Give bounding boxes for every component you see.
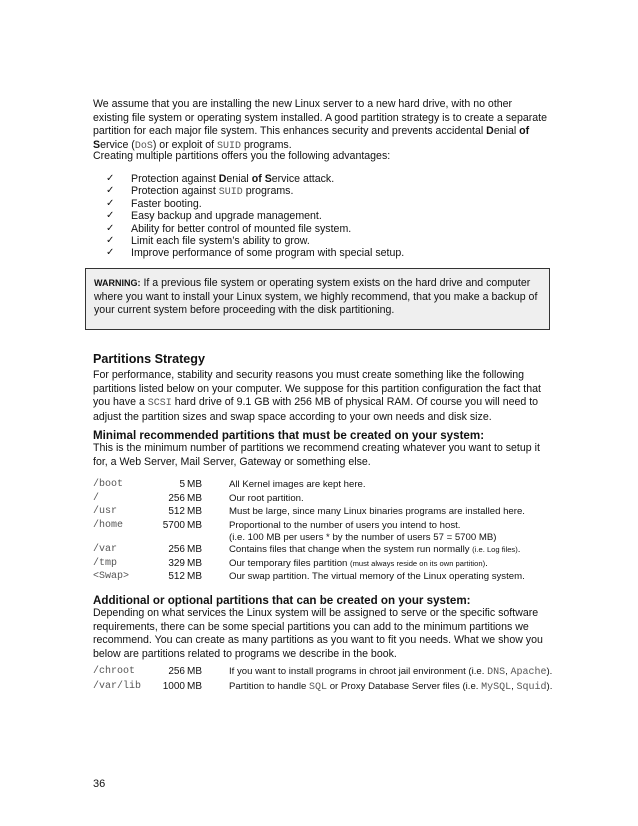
desc-text: Partition to handle [229, 680, 310, 692]
desc-text: ). [546, 680, 553, 692]
desc-text: , [511, 680, 517, 692]
desc-text: Our temporary files partition [229, 557, 351, 569]
size-unit: MB [187, 479, 202, 490]
dos-code: DoS [134, 140, 153, 152]
desc-text: Contains files that change when the system run normally [229, 544, 473, 555]
optional-paragraph: Depending on what services the Linux system will be assigned to serve or the specific software requirements, there can be some special partitions you can add to the minimum partitions we recommend. You can create as many partitions as you want to fit you needs. What we show you below are partitions related to programs we describe in the book. [93, 607, 543, 660]
check-icon: ✓ [106, 247, 115, 259]
mount-point: /usr [93, 506, 118, 517]
strategy-paragraph [93, 369, 548, 424]
intro-bold-of: of [519, 125, 530, 138]
desc-text: . [517, 544, 521, 555]
suid-code: SUID [217, 140, 242, 152]
check-icon: ✓ [106, 173, 115, 184]
section-heading: Partitions Strategy [93, 352, 205, 366]
list-item [103, 247, 404, 259]
mount-point: /var [93, 544, 118, 555]
page-number: 36 [93, 778, 106, 790]
intro-bold-s: S [93, 138, 101, 151]
partition-note: (i.e. 100 MB per users * by the number of users 57 = 5700 MB) [229, 532, 497, 543]
size-unit: MB [187, 519, 202, 531]
bold-word: of [251, 173, 262, 185]
list-item [103, 223, 404, 235]
optional-heading: Additional or optional partitions that can be created on your system: [93, 594, 471, 607]
partition-size: 329 [168, 557, 185, 569]
list-text: Limit each file system’s ability to grow. [131, 234, 310, 247]
table-row [93, 519, 525, 533]
desc-text: If you want to install programs in chroot jail environment (i.e. [229, 666, 488, 677]
warning-label: WARNING: [94, 278, 141, 288]
desc-text: . [485, 557, 488, 569]
desc-text: or Proxy Database Server files (i.e. [327, 680, 482, 692]
warning-body: If a previous file system or operating system exists on the hard drive and computer where you want to install your Linux system, we highly recommend, that you make a backup of your current system before proceeding with the disk partitioning. [94, 277, 538, 317]
desc-small: (i.e. Log files) [472, 545, 518, 554]
mount-point: /boot [93, 479, 124, 490]
list-text: Ability for better control of mounted file system. [131, 222, 352, 235]
intro-text: ) or exploit of [152, 138, 218, 151]
size-unit: MB [187, 506, 202, 517]
list-text: Easy backup and upgrade management. [131, 210, 322, 223]
desc-code: MySQL [481, 681, 512, 693]
partition-description [229, 543, 525, 557]
table-row [93, 543, 525, 557]
mount-point: /home [93, 519, 124, 531]
partition-description [229, 557, 525, 571]
bold-letter: S [264, 173, 272, 185]
size-unit: MB [187, 666, 202, 677]
list-item [103, 185, 404, 197]
desc-code: Squid [516, 681, 547, 693]
size-unit: MB [187, 544, 202, 555]
table-row [93, 532, 525, 543]
desc-small: (must always reside on its own partition) [350, 558, 486, 568]
mount-point: <Swap> [93, 571, 130, 582]
warning-box [85, 268, 550, 330]
partition-description: Must be large, since many Linux binaries programs are installed here. [229, 506, 525, 517]
scsi-code: SCSI [147, 398, 172, 410]
suid-code: SUID [218, 187, 243, 199]
partition-size: 256 [168, 492, 185, 504]
list-text: Improve performance of some program with special setup. [131, 247, 405, 260]
intro-text: enial [493, 125, 520, 138]
list-text: Protection against [131, 173, 219, 185]
partition-size: 1000 [162, 680, 185, 692]
list-item [103, 173, 404, 185]
minimal-paragraph: This is the minimum number of partitions we recommend creating whatever you want to setup it for, a Web Server, Mail Server, Gateway or something else. [93, 442, 540, 468]
table-row [93, 557, 525, 571]
desc-code: DNS [487, 667, 506, 678]
partition-description: Our swap partition. The virtual memory of the Linux operating system. [229, 571, 525, 582]
table-row [93, 680, 552, 695]
warning-text [94, 277, 541, 318]
partition-description [229, 665, 552, 680]
list-item [103, 198, 404, 210]
list-text: Faster booting. [131, 197, 202, 210]
table-row [93, 570, 525, 584]
partition-description [229, 680, 552, 695]
intro-text: ervice ( [100, 138, 135, 151]
table-row [93, 478, 525, 492]
partition-description: All Kernel images are kept here. [229, 479, 366, 490]
table-row [93, 665, 552, 680]
advantages-list [103, 173, 404, 260]
mount-point: / [93, 492, 100, 504]
table-row [93, 505, 525, 519]
bold-letter: D [218, 173, 227, 185]
list-item [103, 210, 404, 222]
mount-point: /tmp [93, 557, 118, 569]
desc-code: Apache [510, 667, 547, 678]
list-text: ervice attack. [271, 173, 335, 185]
check-icon: ✓ [106, 234, 115, 246]
list-text: programs. [242, 185, 294, 198]
check-icon: ✓ [106, 185, 115, 197]
partition-size: 256 [168, 544, 185, 555]
intro-paragraph [93, 98, 548, 153]
partition-size: 256 [168, 666, 185, 677]
partition-size: 512 [168, 506, 185, 517]
partition-description: Our root partition. [229, 492, 304, 504]
strategy-text: hard drive of 9.1 GB with 256 MB of physical RAM. Of course you will need to adjust the partition sizes and swap space according to your own needs and disk size. [93, 396, 539, 423]
check-icon: ✓ [106, 210, 115, 222]
partition-size: 5700 [162, 519, 185, 531]
desc-text: , [505, 666, 511, 677]
intro-bold-d: D [486, 125, 494, 138]
mount-point: /chroot [93, 666, 136, 677]
minimal-partitions-table [93, 478, 525, 584]
check-icon: ✓ [106, 197, 115, 209]
list-item [103, 235, 404, 247]
partition-size: 5 [179, 479, 185, 490]
size-unit: MB [187, 557, 202, 569]
list-text: enial [226, 173, 252, 185]
desc-text: ). [546, 666, 553, 677]
intro-text: We assume that you are installing the new Linux server to a new hard drive, with no other existing file system or operating system installed. A good partition strategy is to create a separate partition for each major file system. This enhances security and prevents accidental [93, 98, 547, 138]
table-row [93, 492, 525, 506]
size-unit: MB [187, 571, 202, 582]
list-text: Protection against [131, 185, 219, 198]
desc-code: SQL [309, 681, 328, 693]
partition-size: 512 [168, 571, 185, 582]
size-unit: MB [187, 680, 202, 692]
strategy-text: For performance, stability and security reasons you must create something like the following partitions listed below on your computer. We suppose for this partition configuration the fact that you have a [93, 369, 541, 409]
size-unit: MB [187, 492, 202, 504]
mount-point: /var/lib [93, 680, 142, 692]
intro-text: programs. [241, 138, 292, 151]
optional-partitions-table [93, 665, 552, 694]
advantages-intro: Creating multiple partitions offers you the following advantages: [93, 150, 391, 162]
partition-description: Proportional to the number of users you intend to host. [229, 519, 461, 531]
check-icon: ✓ [106, 222, 115, 234]
minimal-heading: Minimal recommended partitions that must be created on your system: [93, 429, 485, 442]
